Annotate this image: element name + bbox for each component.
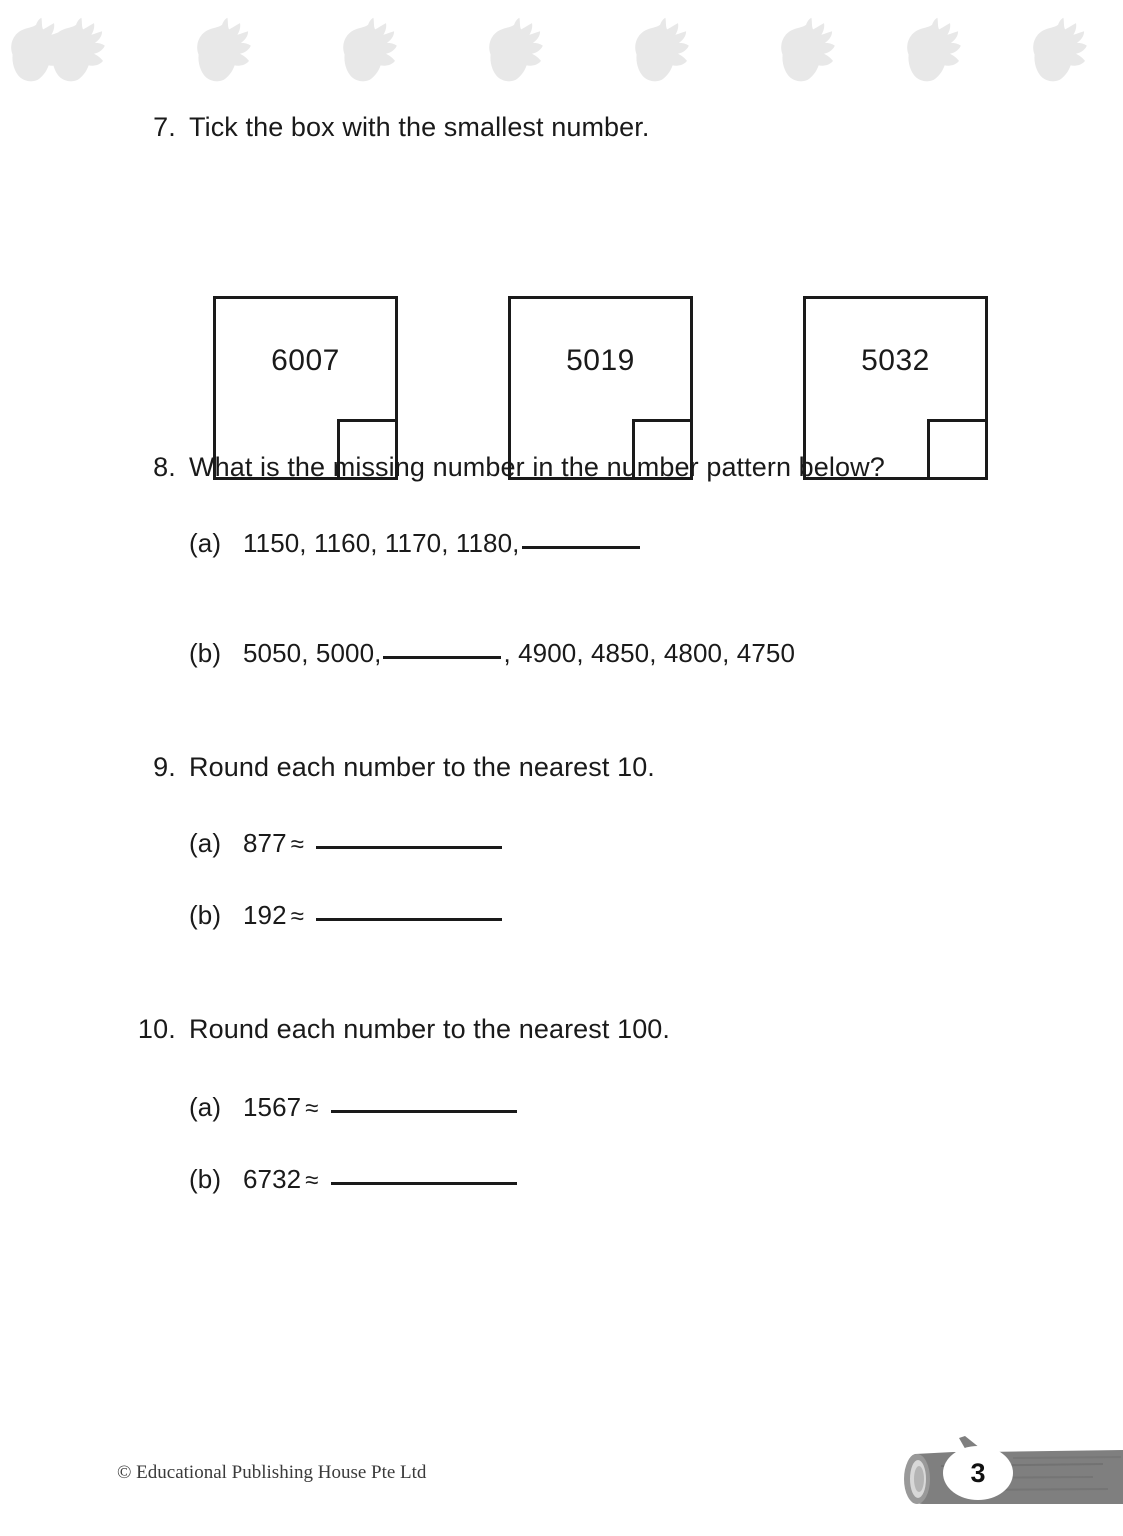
part-label-a: (a) — [189, 828, 222, 858]
answer-blank-10b[interactable] — [331, 1182, 517, 1185]
approx-sign-icon: ≈ — [290, 903, 304, 930]
question-9-number: 9. — [153, 752, 176, 782]
leaf-silhouette-icon — [186, 12, 258, 90]
log-branch-icon — [893, 1432, 1123, 1520]
leaf-silhouette-icon — [1022, 12, 1094, 90]
leaf-silhouette-icon — [0, 12, 72, 90]
part-a-number: 1567 — [243, 1092, 302, 1122]
question-10-part-b — [189, 1164, 517, 1195]
answer-blank-10a[interactable] — [331, 1110, 517, 1113]
question-8-text: What is the missing number in the number pattern below? — [189, 452, 885, 482]
page-number-text: 3 — [970, 1457, 986, 1488]
part-b-sequence-before: 5050, 5000, — [243, 638, 382, 668]
question-9-part-a — [189, 828, 502, 859]
leaf-silhouette-icon — [896, 12, 968, 90]
part-label-b: (b) — [189, 638, 222, 668]
question-7-text: Tick the box with the smallest number. — [189, 112, 650, 142]
question-8-part-a — [189, 528, 642, 559]
part-a-sequence-before: 1150, 1160, 1170, 1180, — [243, 528, 520, 558]
page-number-badge — [893, 1432, 1123, 1520]
leaf-silhouette-icon — [770, 12, 842, 90]
question-10-text: Round each number to the nearest 100. — [189, 1014, 671, 1044]
answer-blank-9b[interactable] — [316, 918, 502, 921]
answer-blank-8a[interactable] — [522, 546, 640, 549]
number-box-2-value: 5019 — [566, 344, 635, 377]
tick-checkbox-3[interactable] — [927, 419, 988, 480]
header-decoration-band — [0, 0, 1123, 100]
leaf-silhouette-icon — [624, 12, 696, 90]
answer-blank-9a[interactable] — [316, 846, 502, 849]
question-9-text: Round each number to the nearest 10. — [189, 752, 655, 782]
leaf-silhouette-icon — [478, 12, 550, 90]
question-10-number: 10. — [137, 1014, 176, 1044]
number-box-3-value: 5032 — [861, 344, 930, 377]
approx-sign-icon: ≈ — [305, 1095, 319, 1122]
leaf-silhouette-icon — [332, 12, 404, 90]
number-box-1-value: 6007 — [271, 344, 340, 377]
part-label-a: (a) — [189, 528, 222, 558]
question-9-part-b — [189, 900, 502, 931]
copyright-notice: © Educational Publishing House Pte Ltd — [117, 1462, 427, 1483]
part-b-number: 192 — [243, 900, 287, 930]
question-7-number: 7. — [153, 112, 176, 142]
approx-sign-icon: ≈ — [290, 831, 304, 858]
approx-sign-icon: ≈ — [305, 1167, 319, 1194]
answer-blank-8b[interactable] — [383, 656, 501, 659]
part-a-number: 877 — [243, 828, 287, 858]
part-label-b: (b) — [189, 900, 222, 930]
part-b-number: 6732 — [243, 1164, 302, 1194]
part-label-a: (a) — [189, 1092, 222, 1122]
question-10-part-a — [189, 1092, 517, 1123]
part-b-sequence-after: , 4900, 4850, 4800, 4750 — [503, 638, 796, 668]
question-8-number: 8. — [153, 452, 176, 482]
question-8-part-b — [189, 638, 795, 669]
part-label-b: (b) — [189, 1164, 222, 1194]
